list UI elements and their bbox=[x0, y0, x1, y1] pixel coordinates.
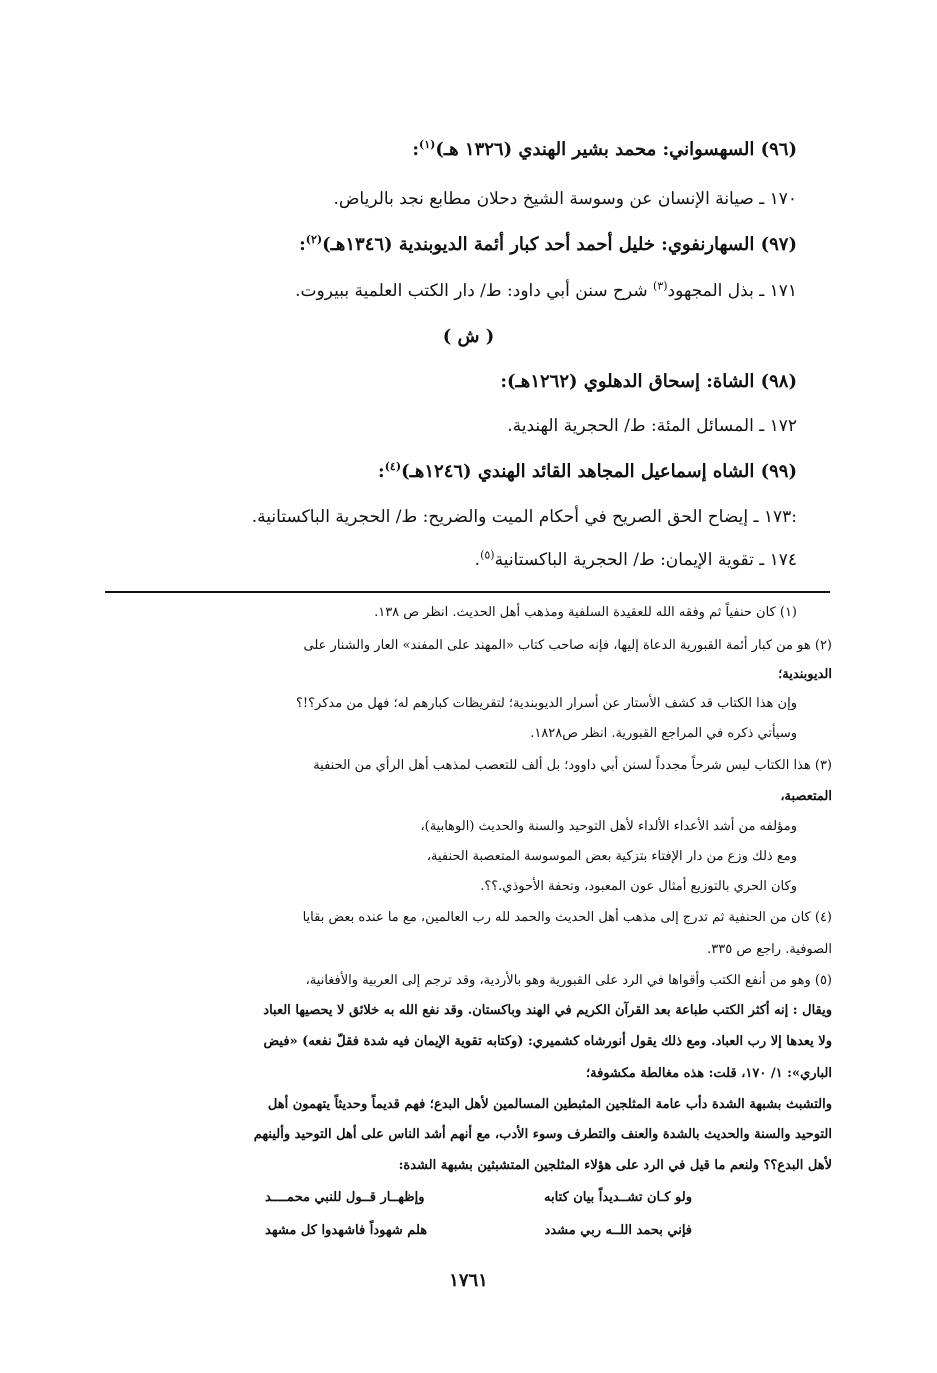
entry-item-174: ١٧٤ ـ تقوية الإيمان: ط/ الحجرية الباكستانية$^{(٥)}$. bbox=[474, 548, 797, 570]
entry-heading-96: (٩٦) السهسواني: محمد بشير الهندي (١٣٢٦ هـ)$^{(١)}$: bbox=[412, 138, 797, 160]
entry-item-172: ١٧٢ ـ المسائل المئة: ط/ الحجرية الهندية. bbox=[507, 416, 797, 436]
footnote-line: المتعصبة، bbox=[780, 789, 832, 804]
entry-heading-99: (٩٩) الشاه إسماعيل المجاهد القائد الهندي (١٢٤٦هـ)$^{(٤)}$: bbox=[378, 460, 797, 482]
entry-item-171: ١٧١ ـ بذل المجهود$^{(٣)}$ شرح سنن أبي داود: ط/ دار الكتب العلمية ببيروت. bbox=[295, 279, 797, 301]
footnote-line: (٢) هو من كبار أئمة القبورية الدعاة إليها، فإنه صاحب كتاب «المهند على المفند» العار والشنار على bbox=[303, 638, 832, 653]
footnote-line: وكان الحري بالتوزيع أمثال عون المعبود، وتحفة الأحوذي.؟؟. bbox=[480, 879, 797, 894]
verse-2-second-hemistich: هلم شهوداً فاشهدوا كل مشهد bbox=[265, 1223, 428, 1238]
entry-item-173: :١٧٣ ـ إيضاح الحق الصريح في أحكام الميت والضريح: ط/ الحجرية الباكستانية. bbox=[251, 507, 797, 527]
entry-item-170: ١٧٠ ـ صيانة الإنسان عن وسوسة الشيخ دحلان مطابع نجد بالرياض. bbox=[333, 189, 797, 209]
footnote-line: والتشبث بشبهة الشدة دأب عامة المثلجين المثبطين المسالمين لأهل البدع؛ فهم قديماً وحديثاً يتهمون أهل bbox=[267, 1097, 832, 1112]
verse-1-second-hemistich: وإظهــار قــول للنبي محمــــد bbox=[265, 1190, 425, 1205]
section-letter: ( ش ) bbox=[442, 326, 495, 347]
footnote-line: (١) كان حنفياً ثم وفقه الله للعقيدة السلفية ومذهب أهل الحديث. انظر ص ١٣٨. bbox=[374, 605, 797, 620]
verse-2-first-hemistich: فإني بحمد اللــه ربي مشدد bbox=[544, 1223, 692, 1238]
page-number: ١٧٦١ bbox=[449, 1270, 488, 1291]
footnote-ref[interactable]: (١) bbox=[419, 138, 436, 151]
footnote-line: وإن هذا الكتاب قد كشف الأستار عن أسرار الديوبندية؛ لتقريظات كبارهم له؛ فهل من مدكر؟!؟ bbox=[296, 696, 797, 711]
footnote-ref[interactable]: (٤) bbox=[384, 460, 402, 473]
footnote-line: الصوفية. راجع ص ٣٣٥. bbox=[707, 942, 832, 957]
footnote-line: ومؤلفه من أشد الأعداء الألداء لأهل التوحيد والسنة والحديث (الوهابية)، bbox=[420, 819, 797, 834]
footnote-line: لأهل البدع؟؟ ولنعم ما قيل في الرد على هؤلاء المثلجين المتشبثين بشبهة الشدة: bbox=[398, 1158, 832, 1173]
footnote-line: ومع ذلك وزع من دار الإفتاء بتزكية بعض الموسوسة المتعصبة الحنفية، bbox=[426, 849, 797, 864]
entry-heading-97: (٩٧) السهارنفوي: خليل أحمد أحد كبار أئمة الديوبندية (١٣٤٦هـ)$^{(٢)}$: bbox=[299, 233, 797, 255]
footnote-line: ولا يعدها إلا رب العباد. ومع ذلك يقول أنورشاه كشميري: (وكتابه تقوية الإيمان فيه شدة فقلّ نفعه) «فيض bbox=[263, 1034, 832, 1049]
footnote-line: التوحيد والسنة والحديث بالشدة والعنف والتطرف وسوء الأدب، مع أنهم أشد الناس على أهل التوحيد وألينهم bbox=[253, 1127, 832, 1142]
footnote-line: الديوبندية؛ bbox=[778, 667, 832, 682]
footnote-line: (٤) كان من الحنفية ثم تدرج إلى مذهب أهل الحديث والحمد لله رب العالمين، مع ما عنده بعض بقايا bbox=[302, 910, 832, 925]
entry-heading-98: (٩٨) الشاة: إسحاق الدهلوي (١٢٦٢هـ): bbox=[500, 371, 797, 392]
footnote-ref[interactable]: (٣) bbox=[652, 279, 668, 293]
footnote-line: ويقال : إنه أكثر الكتب طباعة بعد القرآن الكريم في الهند وباكستان. وقد نفع الله به خلائق لا يحصيها العباد bbox=[263, 1003, 832, 1018]
footnote-divider bbox=[105, 591, 830, 593]
footnote-line: وسيأتي ذكره في المراجع القبورية. انظر ص١٨٢٨. bbox=[530, 726, 797, 741]
verse-1-first-hemistich: ولو كـان تشــديداً بيان كتابه bbox=[544, 1190, 692, 1205]
footnote-line: الباري»: ١/ ١٧٠، قلت: هذه مغالطة مكشوفة؛ bbox=[585, 1066, 832, 1081]
footnote-line: (٥) وهو من أنفع الكتب وأقواها في الرد على القبورية وهو بالأردية، وقد ترجم إلى العربية والأفغانية، bbox=[305, 973, 832, 988]
footnote-ref[interactable]: (٢) bbox=[305, 233, 323, 246]
footnote-line: (٣) هذا الكتاب ليس شرحاً مجدداً لسنن أبي داوود؛ بل ألف للتعصب لمذهب أهل الرأي من الحنفية bbox=[313, 758, 832, 773]
footnote-ref[interactable]: (٥) bbox=[480, 548, 495, 562]
